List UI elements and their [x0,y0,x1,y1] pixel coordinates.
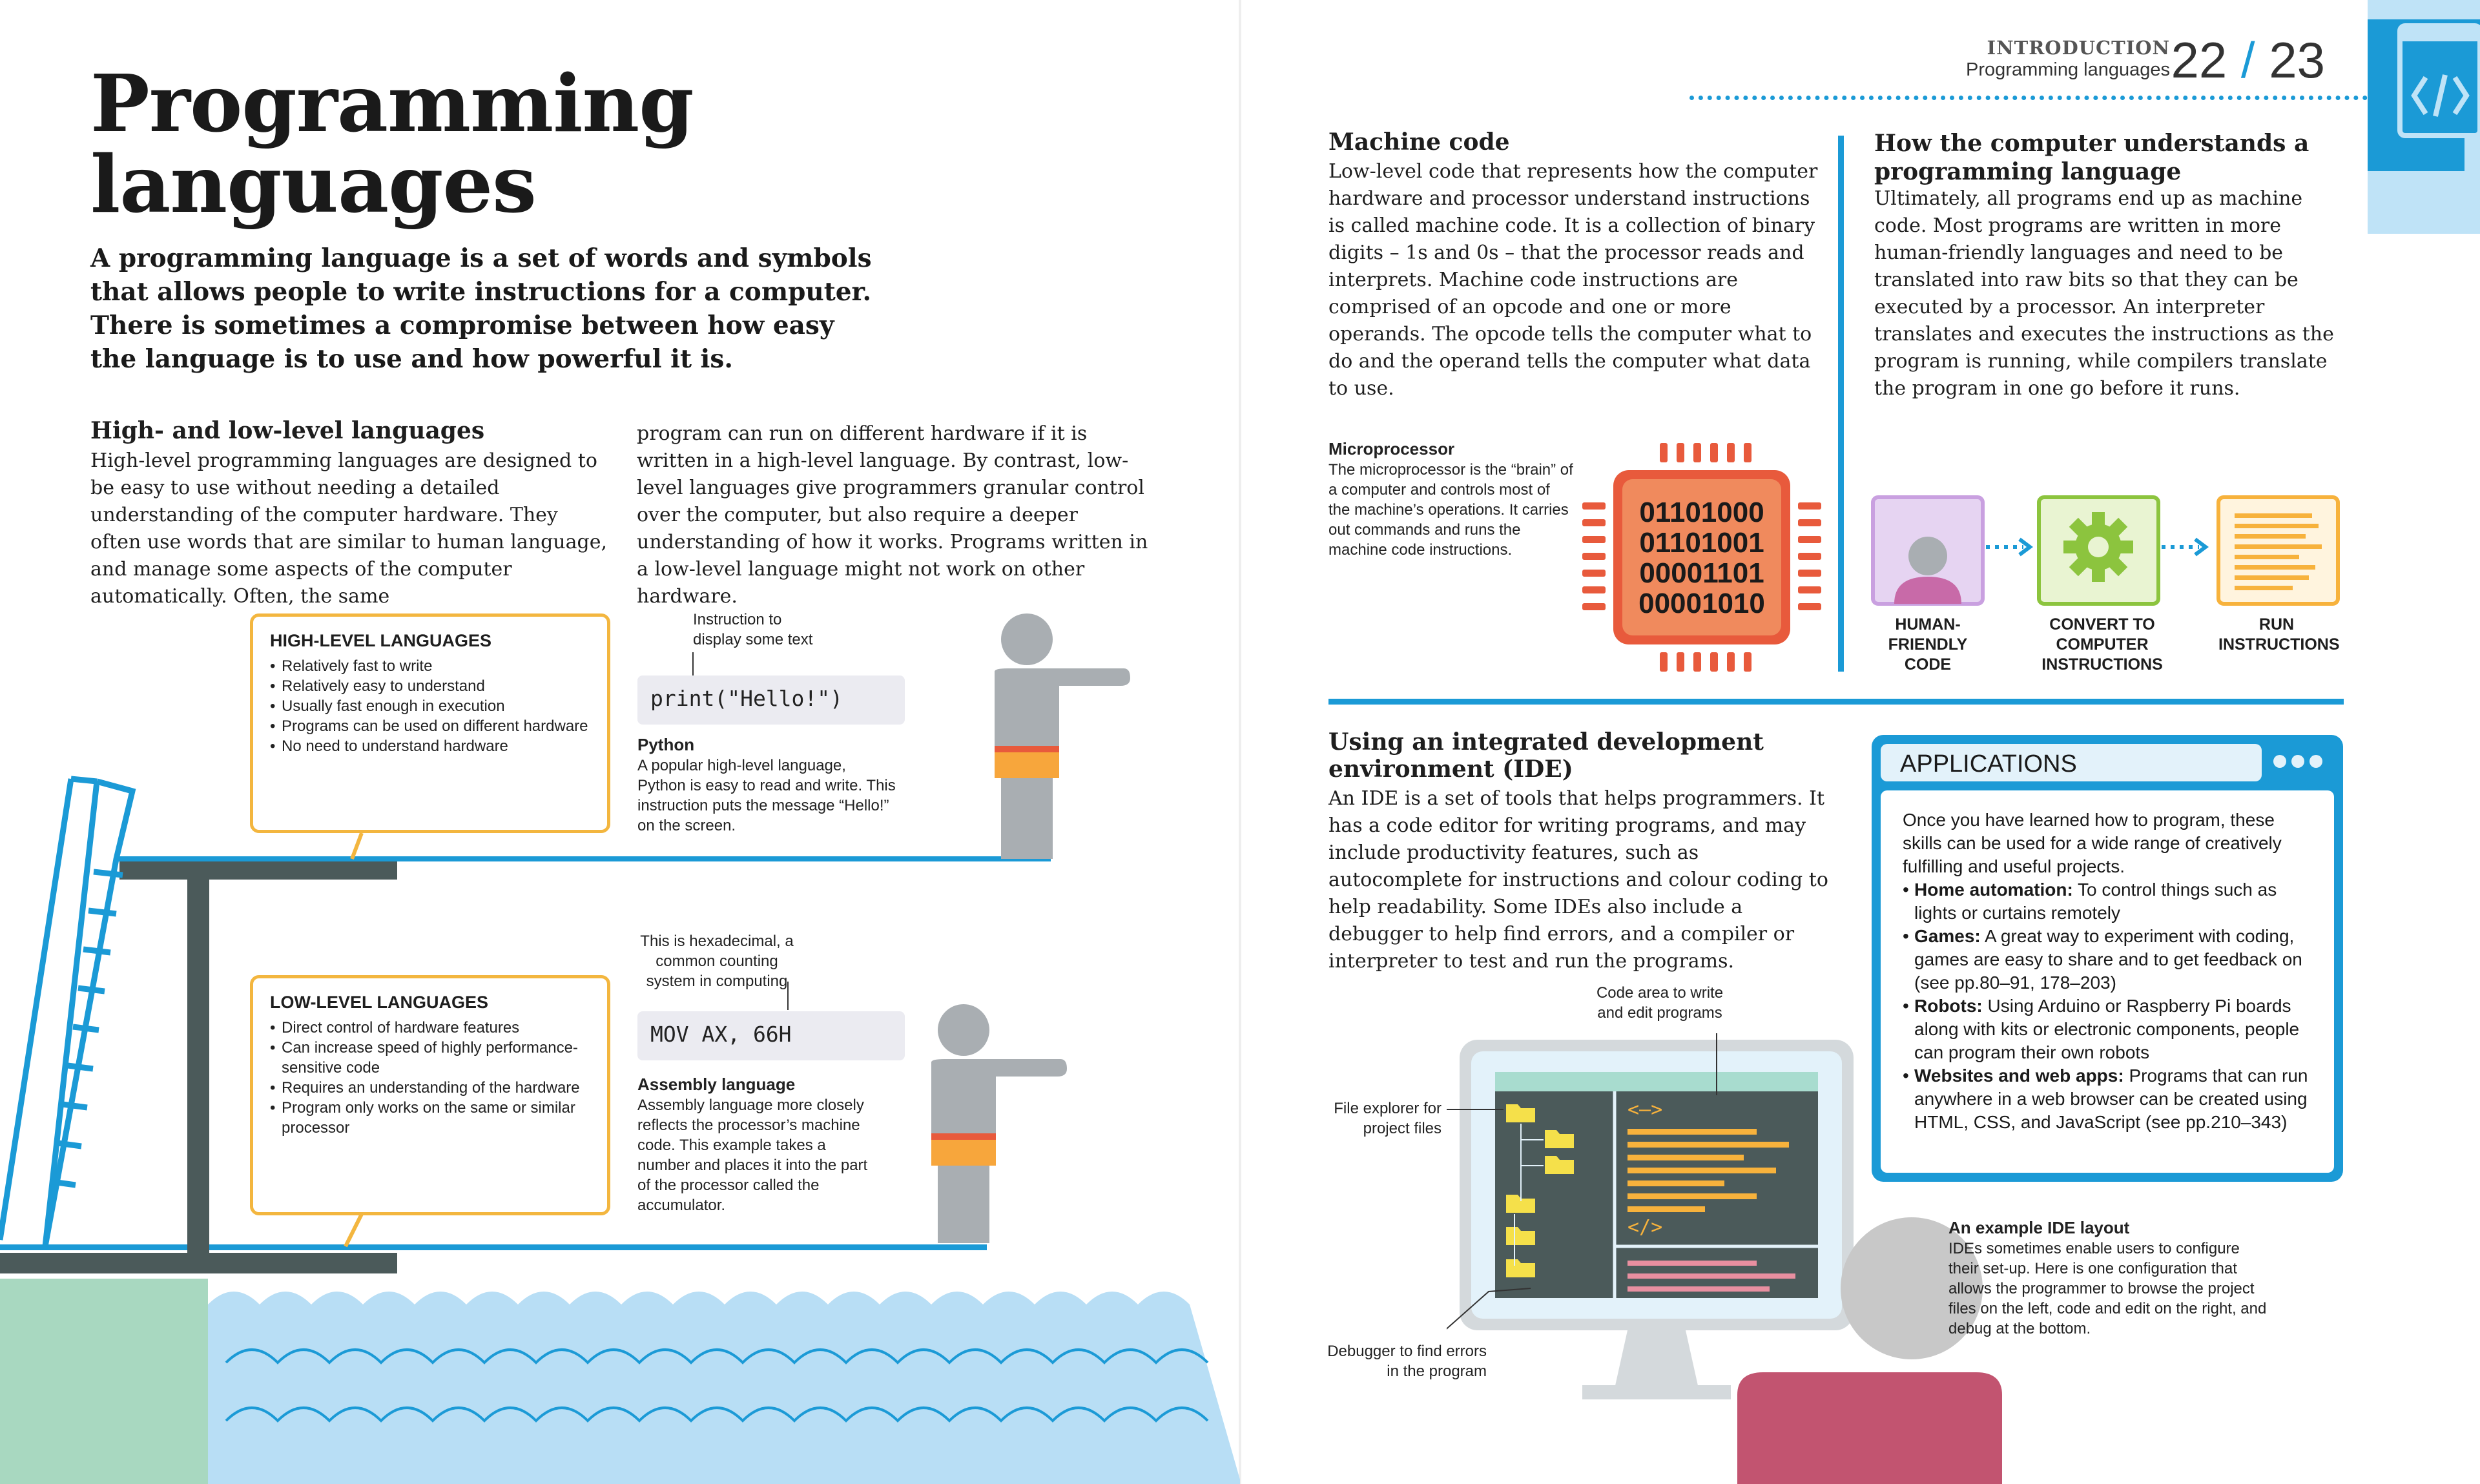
binary-line: 01101001 [1639,527,1764,559]
code-monitor-icon [2368,0,2480,234]
applications-panel [1872,735,2343,1182]
high-level-card-title: HIGH-LEVEL LANGUAGES [270,631,492,650]
binary-readout [1622,497,1781,619]
page-title-line1: Programming [90,57,694,150]
water-illustration [0,1266,1240,1484]
compile-flow-diagram [1870,494,2348,610]
python-title: Python [637,735,695,754]
understands-text: Ultimately, all programs end up as machine code. Most programs are written in more human-friendly languages and need to be translated into raw bits so that they can be executed by a processor. An interpreter translates and executes the instructions as the program is running, while compilers translate the program in one go before it runs. [1874,187,2334,400]
assembly-code: MOV AX, 66H [650,1022,792,1047]
ide-example-title: An example IDE layout [1948,1218,2130,1237]
python-annotation-leader [692,652,694,677]
list-item [1903,994,2317,1064]
page-number-left: 22 [2171,32,2227,88]
machine-code-heading: Machine code [1328,129,1510,156]
section-divider [1328,699,2344,705]
list-item: • Relatively easy to understand [270,676,590,696]
assembly-code-box [637,1011,905,1060]
list-item: • Requires an understanding of the hardware [270,1078,590,1098]
low-level-list [270,1018,590,1138]
microprocessor-chip [1582,443,1821,672]
high-level-list [270,656,590,756]
assembly-annotation: This is hexadecimal, a common counting system in computing [640,933,794,990]
page-title [90,57,694,231]
list-item [1903,925,2317,994]
header-dotted-rule [1690,96,2368,100]
page-number-slash: / [2227,32,2269,88]
page-numbers [2171,32,2325,88]
app-item-text: Using Arduino or Raspberry Pi boards along with kits or electronic components, people can program their own robots [1914,996,2300,1062]
list-item: • No need to understand hardware [270,736,590,756]
list-item: • Relatively fast to write [270,656,590,676]
flow-step-run: RUN INSTRUCTIONS [2218,615,2340,654]
app-item-label: Games: [1914,926,1981,946]
ide-label-file-explorer: File explorer for project files [1334,1100,1442,1137]
column-divider [1838,136,1844,672]
ide-text: An IDE is a set of tools that helps programmers. It has a code editor for writing programs, and may include productivity features, such as autocomplete for instructions and colour coding to help readability. Some IDEs also include a debugger to help find errors, and a compiler or interpreter to test and run the programs. [1328,787,1828,973]
ide-label-code-area: Code area to write and edit programs [1596,984,1724,1022]
microprocessor-description: The microprocessor is the “brain” of a computer and controls most of the machine’s operations. It carries out commands and runs the machine code instructions. [1328,461,1573,559]
swimmer-figure-bottom [925,1004,1067,1250]
ide-heading: Using an integrated development environment (IDE) [1328,728,1764,783]
python-description: A popular high-level language, Python is easy to read and write. This instruction puts the message “Hello!” on the screen. [637,757,896,834]
python-annotation: Instruction to display some text [693,611,813,648]
intro-paragraph: A programming language is a set of words and symbols that allows people to write instructions for a computer. There is sometimes a compromise between how easy the language is to use and how powerful it is. [90,243,872,374]
page-spine [1239,0,1241,1484]
binary-line: 01101000 [1639,497,1764,528]
app-item-label: Robots: [1914,996,1983,1016]
low-level-card-title: LOW-LEVEL LANGUAGES [270,993,488,1012]
swimmer-figure-top [988,613,1130,865]
high-low-heading: High- and low-level languages [90,417,485,444]
list-item: • Direct control of hardware features [270,1018,590,1038]
app-item-label: Home automation: [1914,880,2073,900]
list-item: • Program only works on the same or similar processor [270,1098,590,1138]
page-header [1938,32,2325,90]
page-number-right: 23 [2269,32,2325,88]
assembly-description: Assembly language more closely reflects the processor’s machine code. This example takes a number and places it into the part of the processor called the accumulator. [637,1097,868,1214]
applications-list [1903,878,2317,1134]
header-subsection: Programming languages [1966,59,2170,80]
python-code-box [637,675,905,725]
machine-code-text: Low-level code that represents how the computer hardware and processor understand instructions is called machine code. It is a collection of binary digits – 1s and 0s – that the processor reads and interprets. Machine code instructions are comprised of an opcode and one or more operands. The opcode tells the computer what to do and the operand tells the computer what data to use. [1328,160,1818,400]
applications-intro: Once you have learned how to program, these skills can be used for a wide range of creatively fulfilling and useful projects. [1903,810,2282,876]
low-level-card [250,975,610,1215]
list-item [1903,1064,2317,1134]
app-item-text: Programs that can run anywhere in a web browser can be created using HTML, CSS, and JavaScript (see pp.210–343) [1914,1066,2308,1132]
assembly-title: Assembly language [637,1075,796,1094]
ide-example-description: IDEs sometimes enable users to configure their set-up. Here is one configuration that allows the programmer to browse the project files on the left, code and edit on the right, and debug at the bottom. [1948,1240,2267,1337]
list-item [1903,878,2317,925]
applications-body [1881,790,2334,1173]
microprocessor-title: Microprocessor [1328,439,1455,459]
app-item-text: To control things such as lights or curtains remotely [1914,880,2277,923]
python-code: print("Hello!") [650,686,843,711]
understands-heading: How the computer understands a programming language [1874,130,2310,185]
high-level-card [250,613,610,833]
binary-line: 00001010 [1638,588,1765,619]
app-item-label: Websites and web apps: [1914,1066,2124,1086]
list-item: • Can increase speed of highly performance-sensitive code [270,1038,590,1078]
applications-title-bar [1881,744,2262,781]
high-low-col1: High-level programming languages are designed to be easy to use without needing a detailed understanding of the computer hardware. They often use words that are similar to human language, and manage some aspects of the computer automatically. Often, the same [90,449,608,608]
binary-line: 00001101 [1639,557,1764,589]
svg-text:</>: </> [1628,1216,1663,1239]
svg-text:<—>: <—> [1628,1098,1663,1121]
flow-step-convert: CONVERT TO COMPUTER INSTRUCTIONS [2041,615,2163,674]
applications-title: APPLICATIONS [1900,750,2077,778]
list-item: • Usually fast enough in execution [270,696,590,716]
list-item: • Programs can be used on different hardware [270,716,590,736]
app-item-text: A great way to experiment with coding, games are easy to share and to get feedback on (see pp.80–91, 178–203) [1914,926,2302,993]
high-low-col2: program can run on different hardware if it is written in a high-level language. By contrast, low-level languages give programmers granular control over the computer, but also require a deeper understanding of how it works. Programs written in a low-level language might not work on other hardware. [637,422,1148,608]
page-title-line2: languages [90,138,536,231]
ide-label-debugger: Debugger to find errors in the program [1327,1343,1487,1380]
chapter-tab [2368,0,2480,234]
window-dots-icon [2273,755,2331,770]
flow-step-human-friendly: HUMAN-FRIENDLY CODE [1888,615,1968,674]
assembly-annotation-leader [787,982,789,1010]
header-section: INTRODUCTION [1987,37,2170,59]
